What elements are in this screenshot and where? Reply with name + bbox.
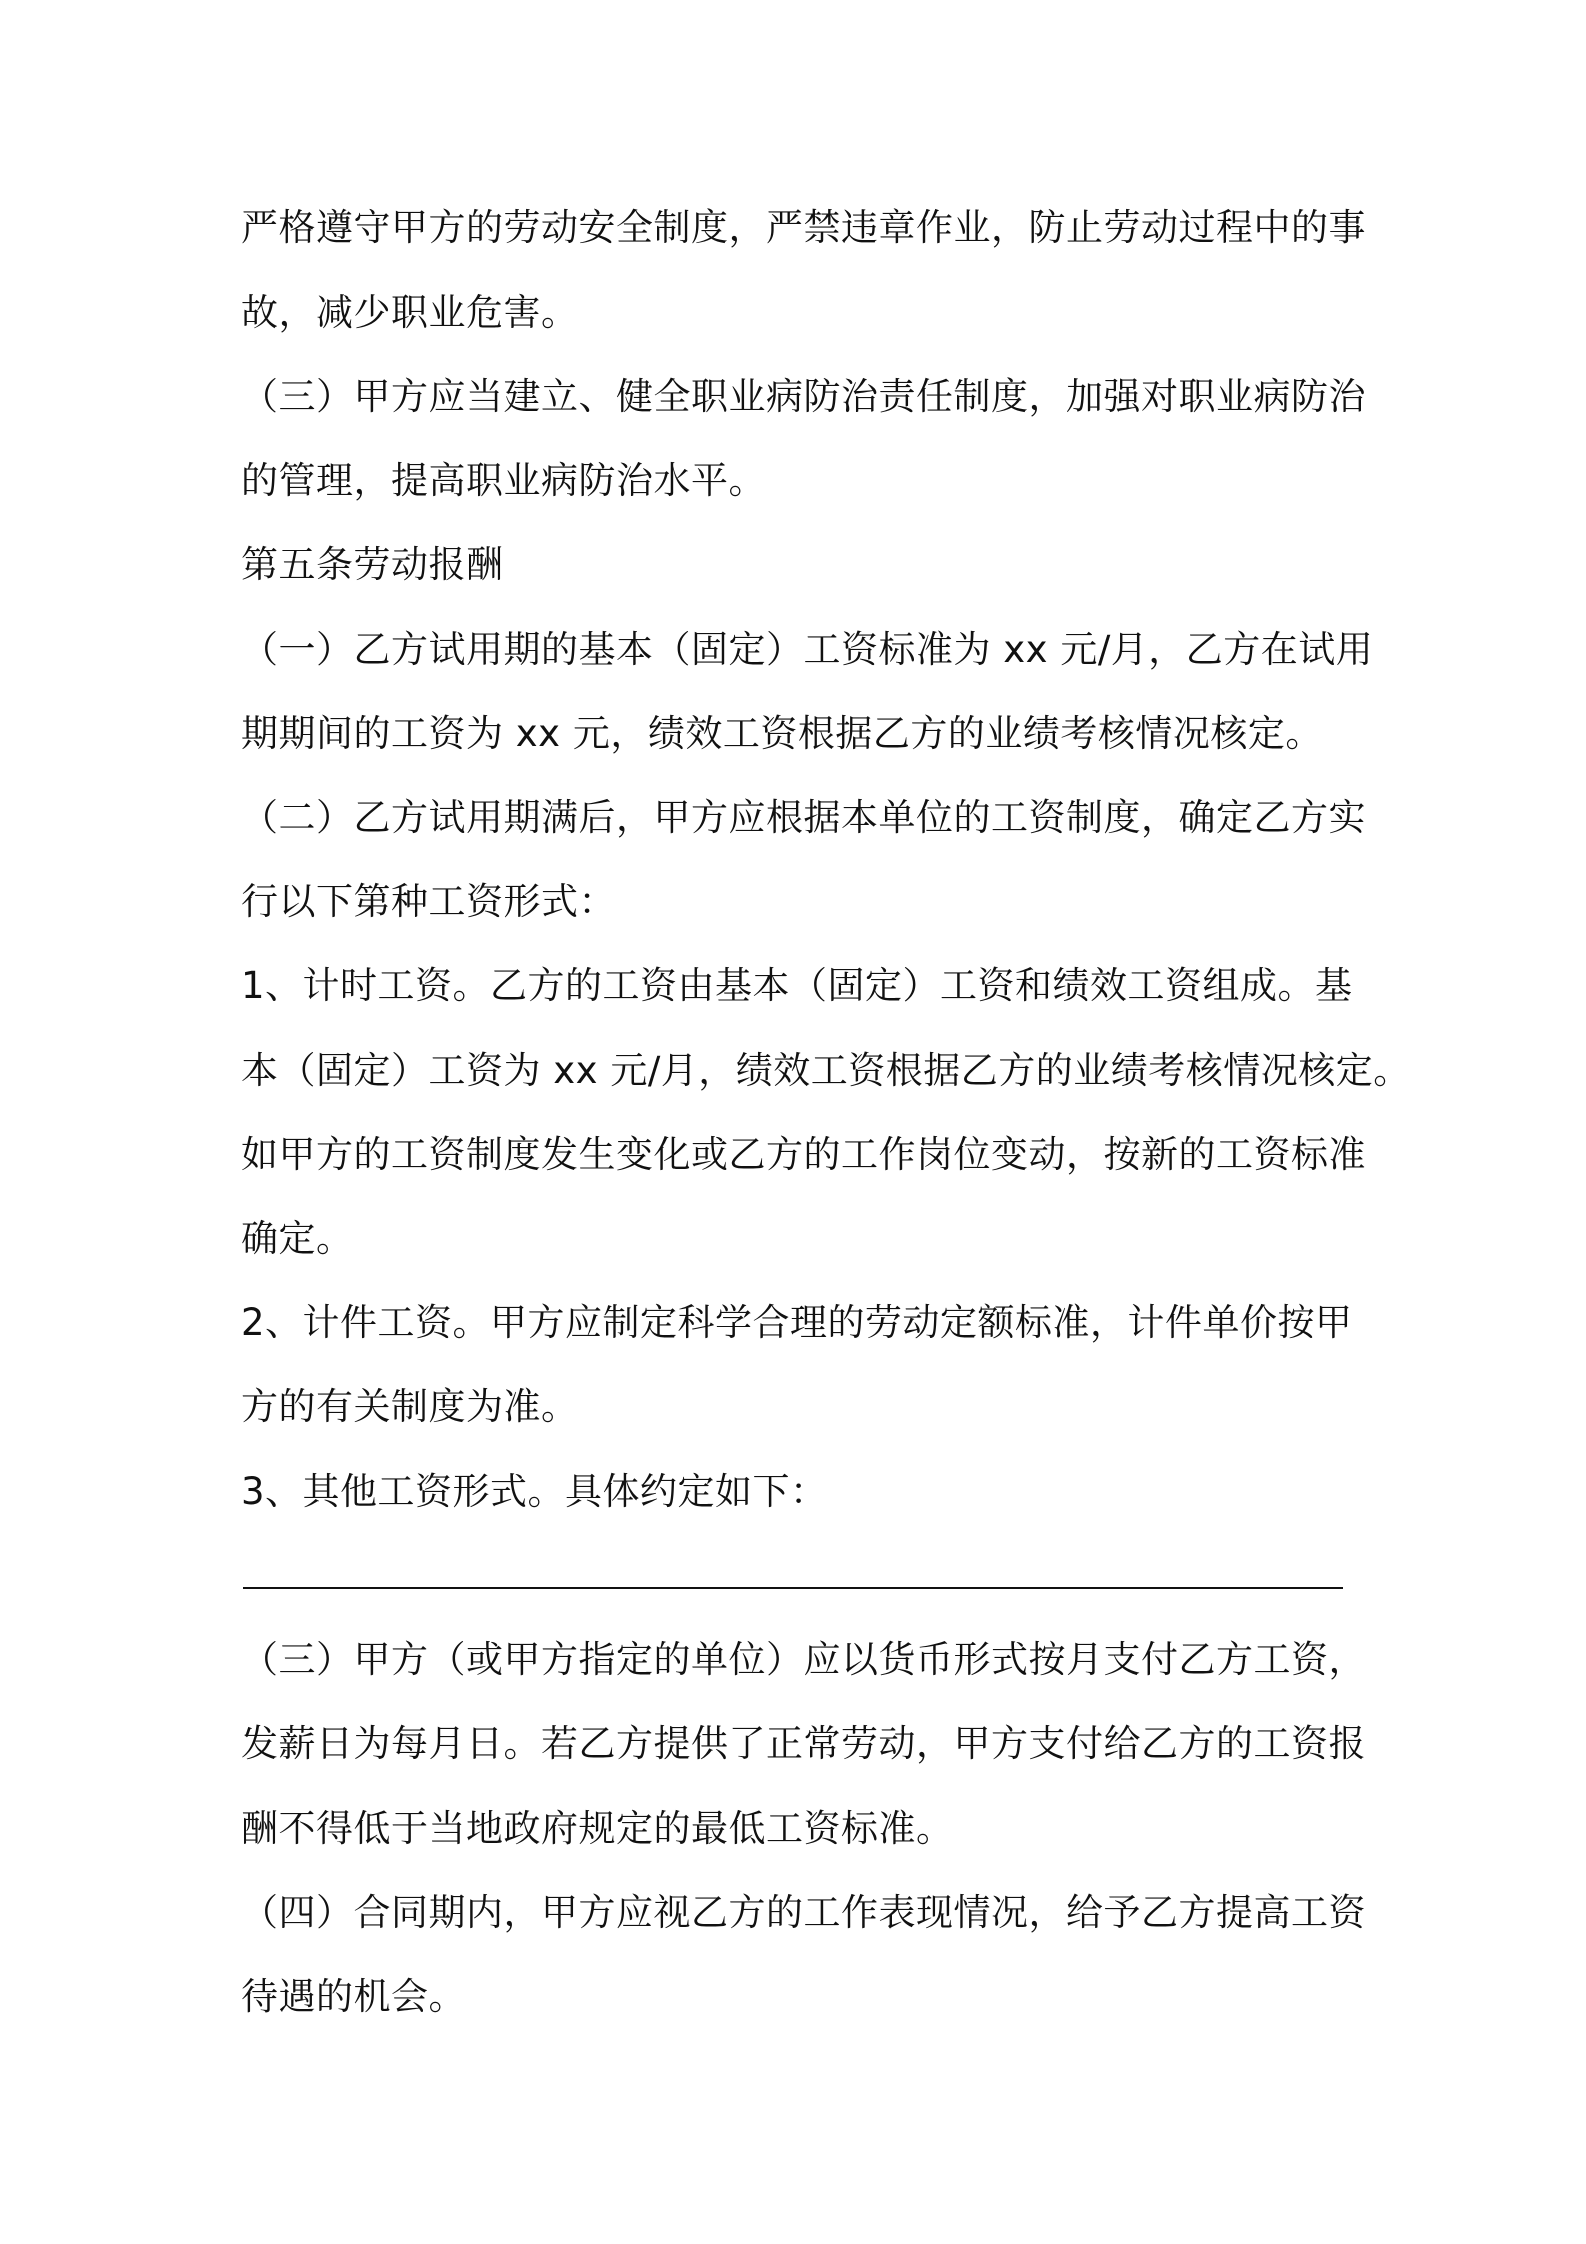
section-heading: 第五条劳动报酬 (241, 543, 504, 586)
text-line: （四）合同期内，甲方应视乙方的工作表现情况，给予乙方提高工资 (241, 1891, 1366, 1934)
blank-fill-line (243, 1587, 1343, 1589)
text-line: 发薪日为每月日。若乙方提供了正常劳动，甲方支付给乙方的工资报 (241, 1722, 1366, 1765)
text-line: 酬不得低于当地政府规定的最低工资标准。 (241, 1807, 954, 1850)
text-line: 3、其他工资形式。具体约定如下： (241, 1470, 828, 1513)
text-line: （二）乙方试用期满后，甲方应根据本单位的工资制度，确定乙方实 (241, 796, 1366, 839)
text-line: 严格遵守甲方的劳动安全制度，严禁违章作业，防止劳动过程中的事 (241, 206, 1366, 249)
text-line: 如甲方的工资制度发生变化或乙方的工作岗位变动，按新的工资标准 (241, 1133, 1366, 1176)
text-line: （三）甲方（或甲方指定的单位）应以货币形式按月支付乙方工资， (241, 1638, 1366, 1681)
text-line: 1、计时工资。乙方的工资由基本（固定）工资和绩效工资组成。基 (241, 964, 1353, 1007)
text-line: 行以下第种工资形式： (241, 880, 616, 923)
text-line: （三）甲方应当建立、健全职业病防治责任制度，加强对职业病防治 (241, 375, 1366, 418)
text-line: 待遇的机会。 (241, 1975, 466, 2018)
text-line: 2、计件工资。甲方应制定科学合理的劳动定额标准，计件单价按甲 (241, 1301, 1353, 1344)
text-line: 期期间的工资为 xx 元，绩效工资根据乙方的业绩考核情况核定。 (241, 712, 1323, 755)
text-line: （一）乙方试用期的基本（固定）工资标准为 xx 元/月，乙方在试用 (241, 628, 1374, 671)
text-line: 确定。 (241, 1217, 354, 1260)
text-line: 方的有关制度为准。 (241, 1385, 579, 1428)
text-line: 故，减少职业危害。 (241, 291, 579, 334)
text-line: 本（固定）工资为 xx 元/月，绩效工资根据乙方的业绩考核情况核定。 (241, 1049, 1411, 1092)
text-line: 的管理，提高职业病防治水平。 (241, 459, 766, 502)
